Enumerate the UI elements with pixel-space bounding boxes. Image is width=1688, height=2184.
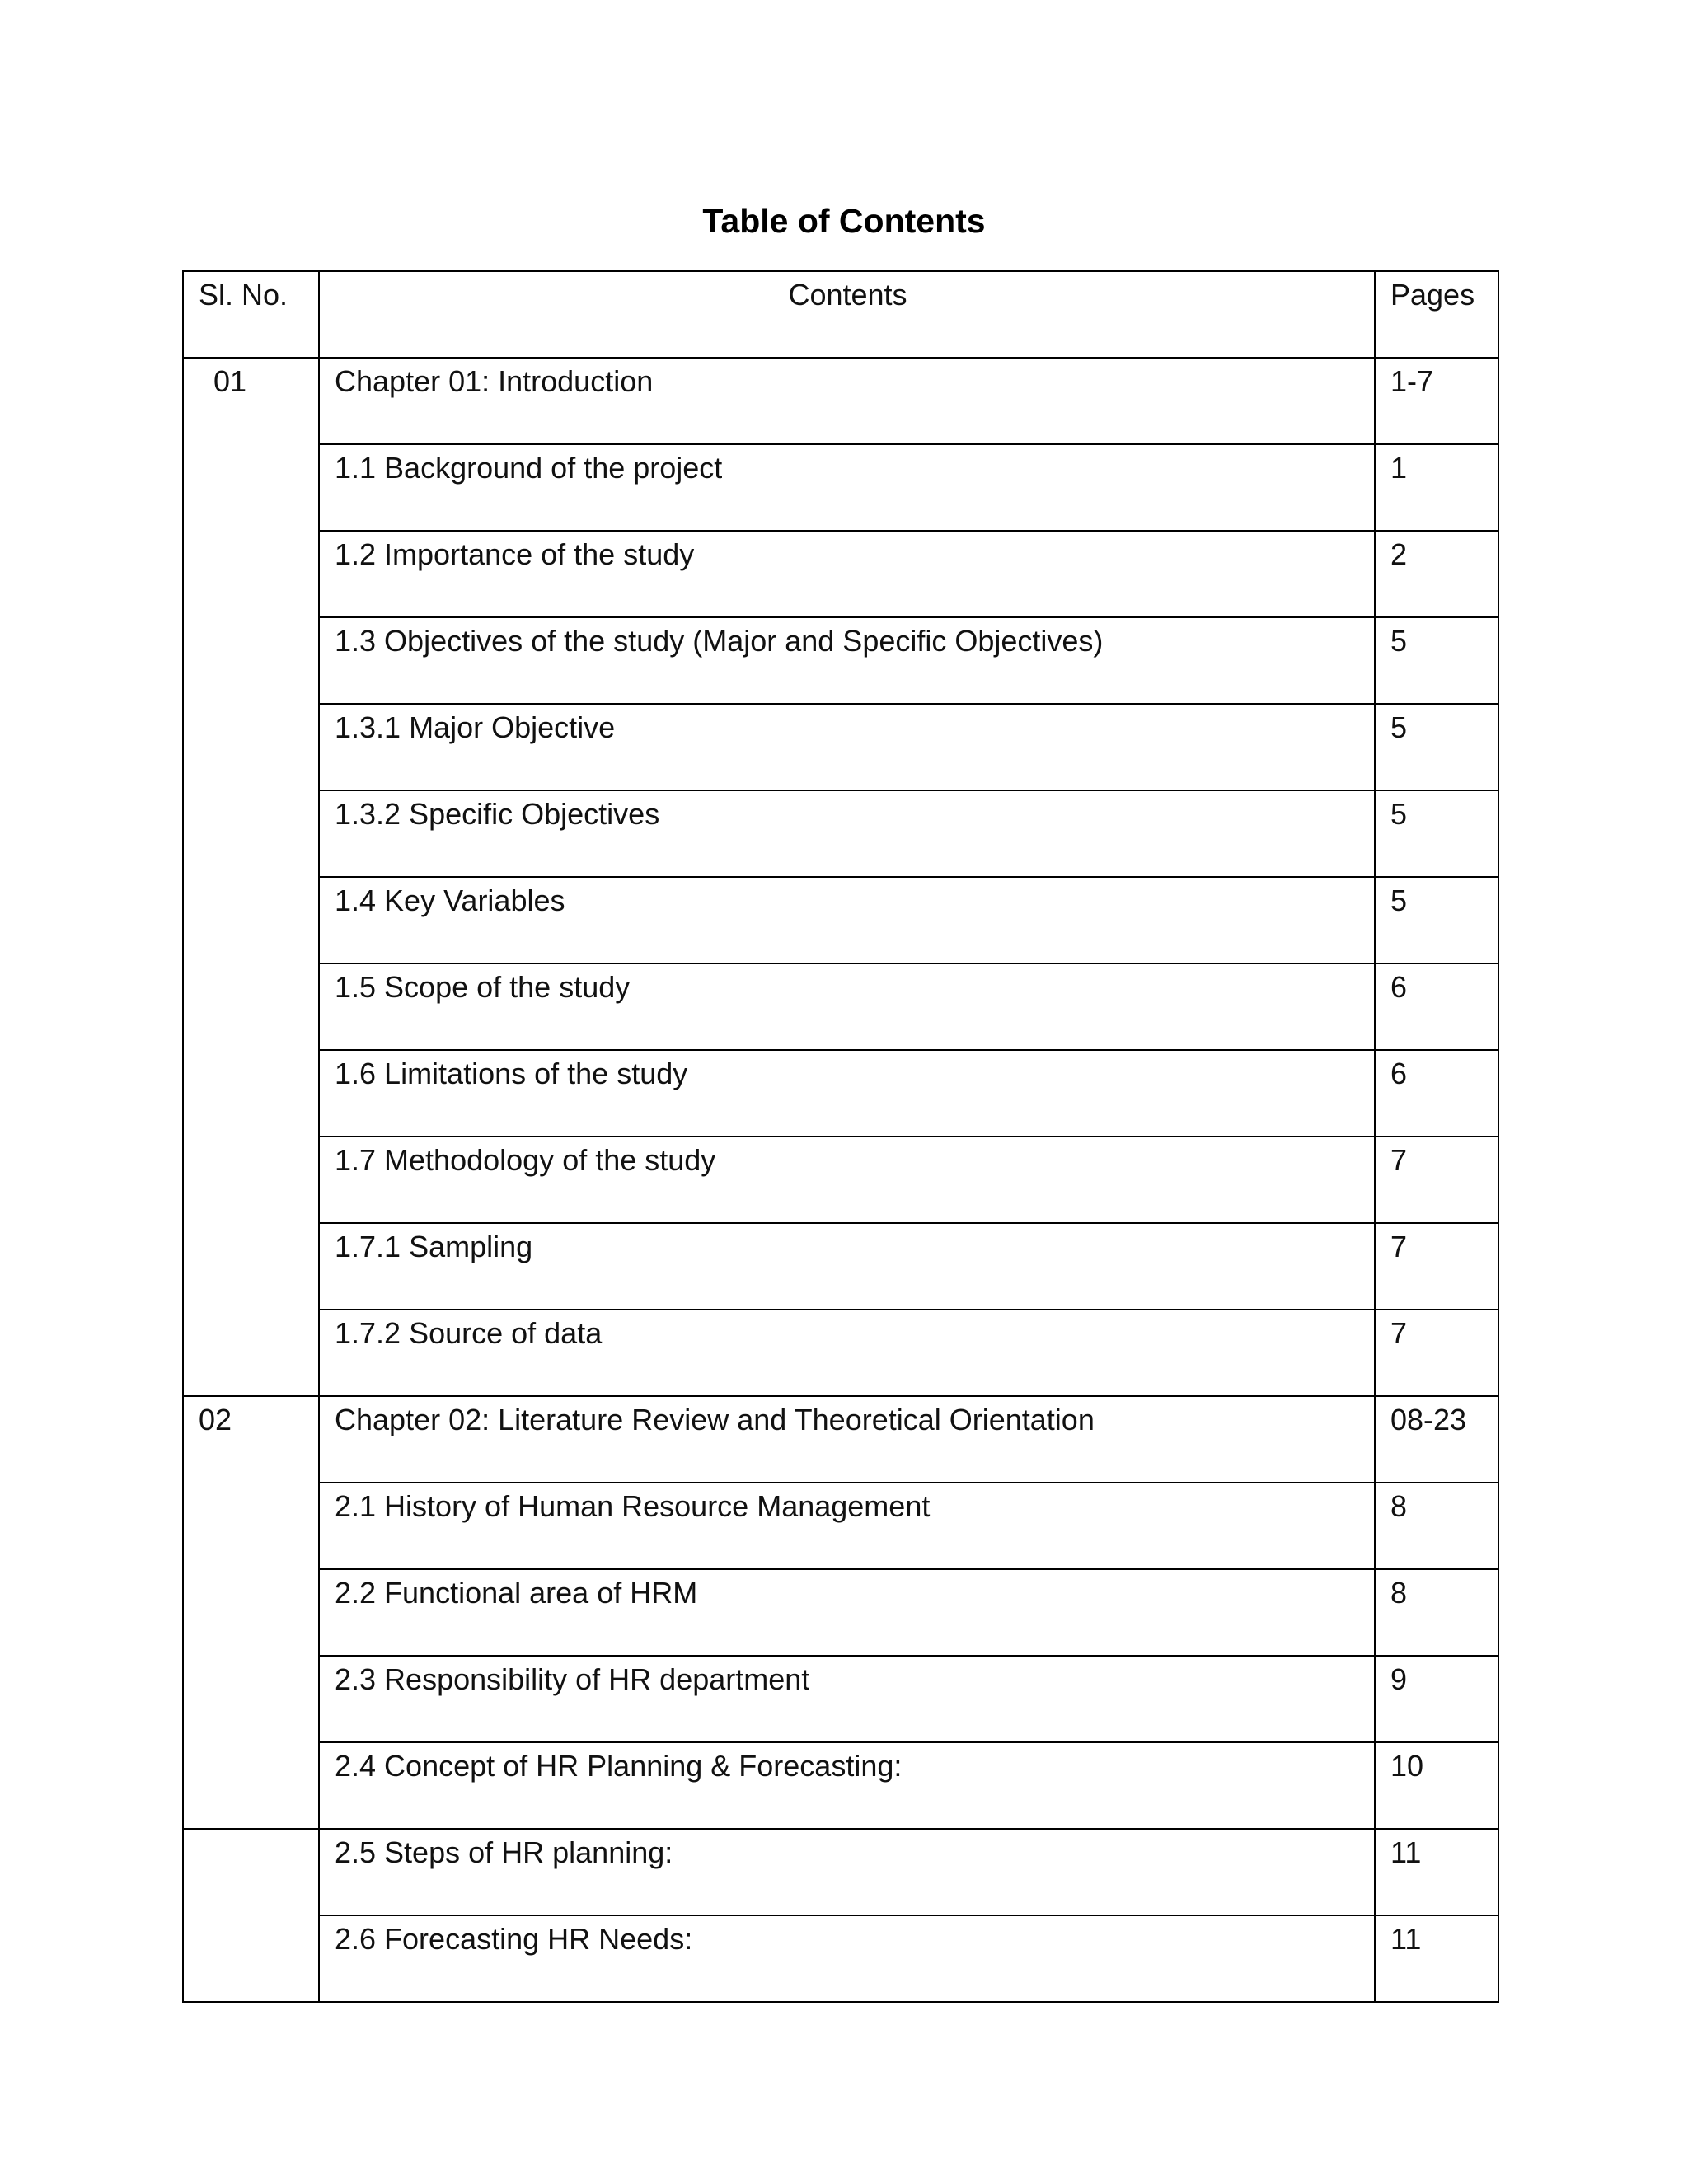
table-row <box>183 1050 1498 1137</box>
table-header-row <box>183 271 1498 358</box>
table-row <box>183 531 1498 617</box>
pages-cell: 6 <box>1375 963 1498 1050</box>
contents-cell: 2.5 Steps of HR planning: <box>319 1829 1375 1915</box>
table-row <box>183 617 1498 704</box>
contents-cell: 2.3 Responsibility of HR department <box>319 1656 1375 1742</box>
contents-cell: Chapter 01: Introduction <box>319 358 1375 444</box>
contents-cell: 1.3 Objectives of the study (Major and Specific Objectives) <box>319 617 1375 704</box>
pages-cell: 5 <box>1375 617 1498 704</box>
table-row <box>183 1569 1498 1656</box>
contents-cell: 1.1 Background of the project <box>319 444 1375 531</box>
pages-cell: 2 <box>1375 531 1498 617</box>
sl-no-cell <box>183 1829 319 2002</box>
pages-cell: 1 <box>1375 444 1498 531</box>
header-pages: Pages <box>1375 271 1498 358</box>
contents-cell: 2.6 Forecasting HR Needs: <box>319 1915 1375 2002</box>
pages-cell: 7 <box>1375 1137 1498 1223</box>
table-row <box>183 1137 1498 1223</box>
contents-cell: 2.4 Concept of HR Planning & Forecasting: <box>319 1742 1375 1829</box>
table-row <box>183 358 1498 444</box>
table-row <box>183 963 1498 1050</box>
pages-cell: 11 <box>1375 1915 1498 2002</box>
pages-cell: 7 <box>1375 1223 1498 1310</box>
page-title: Table of Contents <box>702 202 986 240</box>
pages-cell: 9 <box>1375 1656 1498 1742</box>
table-row <box>183 1742 1498 1829</box>
contents-cell: 1.3.2 Specific Objectives <box>319 790 1375 877</box>
pages-cell: 8 <box>1375 1569 1498 1656</box>
pages-cell: 1-7 <box>1375 358 1498 444</box>
header-contents: Contents <box>319 271 1375 358</box>
contents-cell: 1.6 Limitations of the study <box>319 1050 1375 1137</box>
pages-cell: 6 <box>1375 1050 1498 1137</box>
table-row <box>183 1396 1498 1483</box>
pages-cell: 5 <box>1375 877 1498 963</box>
contents-cell: 1.7.1 Sampling <box>319 1223 1375 1310</box>
table-row <box>183 1656 1498 1742</box>
sl-no-cell: 01 <box>183 358 319 1396</box>
table-row <box>183 1915 1498 2002</box>
contents-cell: 1.3.1 Major Objective <box>319 704 1375 790</box>
table-row <box>183 444 1498 531</box>
contents-cell: 2.1 History of Human Resource Management <box>319 1483 1375 1569</box>
contents-cell: 1.2 Importance of the study <box>319 531 1375 617</box>
pages-cell: 8 <box>1375 1483 1498 1569</box>
table-row <box>183 704 1498 790</box>
pages-cell: 08-23 <box>1375 1396 1498 1483</box>
toc-table <box>182 270 1499 2003</box>
contents-cell: 1.5 Scope of the study <box>319 963 1375 1050</box>
table-row <box>183 1223 1498 1310</box>
contents-cell: 1.4 Key Variables <box>319 877 1375 963</box>
pages-cell: 7 <box>1375 1310 1498 1396</box>
table-row <box>183 877 1498 963</box>
pages-cell: 10 <box>1375 1742 1498 1829</box>
contents-cell: 1.7.2 Source of data <box>319 1310 1375 1396</box>
table-row <box>183 790 1498 877</box>
table-row <box>183 1483 1498 1569</box>
contents-cell: Chapter 02: Literature Review and Theoretical Orientation <box>319 1396 1375 1483</box>
table-row <box>183 1829 1498 1915</box>
pages-cell: 11 <box>1375 1829 1498 1915</box>
table-row <box>183 1310 1498 1396</box>
sl-no-cell: 02 <box>183 1396 319 1829</box>
header-sl-no: Sl. No. <box>183 271 319 358</box>
contents-cell: 2.2 Functional area of HRM <box>319 1569 1375 1656</box>
contents-cell: 1.7 Methodology of the study <box>319 1137 1375 1223</box>
pages-cell: 5 <box>1375 704 1498 790</box>
pages-cell: 5 <box>1375 790 1498 877</box>
